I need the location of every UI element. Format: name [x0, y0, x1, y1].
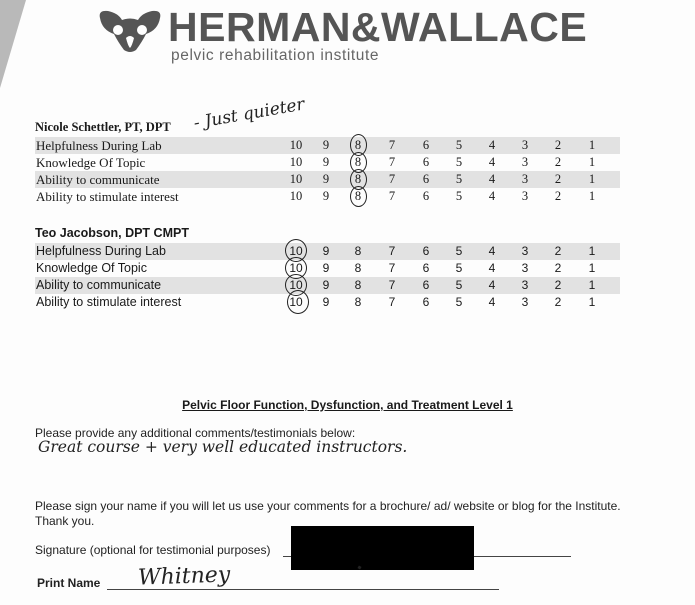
rating-option[interactable]: 7 [388, 261, 396, 275]
rating-option[interactable]: 9 [322, 244, 330, 258]
rating-option[interactable]: 3 [521, 189, 529, 203]
rating-option[interactable]: 1 [588, 278, 596, 292]
comments-response: Great course + very well educated instructors. [38, 438, 408, 456]
rating-option[interactable]: 4 [488, 295, 496, 309]
rating-row [35, 277, 620, 294]
rating-option[interactable]: 6 [422, 261, 430, 275]
rating-option[interactable]: 1 [588, 155, 596, 169]
rating-option[interactable]: 8 [354, 155, 362, 169]
rating-option[interactable]: 3 [521, 278, 529, 292]
criterion-label: Knowledge Of Topic [36, 261, 147, 275]
print-name-value: Whitney [137, 562, 231, 591]
rating-option[interactable]: 4 [488, 138, 496, 152]
rating-option[interactable]: 3 [521, 138, 529, 152]
rating-option[interactable]: 9 [322, 261, 330, 275]
rating-option[interactable]: 10 [289, 278, 303, 292]
rating-option[interactable]: 5 [455, 172, 463, 186]
rating-option[interactable]: 8 [354, 261, 362, 275]
rating-option[interactable]: 6 [422, 278, 430, 292]
rating-option[interactable]: 8 [354, 244, 362, 258]
rating-option[interactable]: 4 [488, 155, 496, 169]
rating-option[interactable]: 8 [354, 278, 362, 292]
rating-row [35, 137, 620, 154]
rating-option[interactable]: 10 [289, 189, 303, 203]
rating-option[interactable]: 4 [488, 261, 496, 275]
rating-option[interactable]: 8 [354, 172, 362, 186]
rating-option[interactable]: 7 [388, 244, 396, 258]
rating-option[interactable]: 3 [521, 244, 529, 258]
consent-thanks: Thank you. [35, 514, 95, 528]
rating-option[interactable]: 1 [588, 189, 596, 203]
rating-option[interactable]: 8 [354, 138, 362, 152]
rating-option[interactable]: 3 [521, 295, 529, 309]
criterion-label: Knowledge Of Topic [36, 155, 146, 170]
rating-option[interactable]: 10 [289, 261, 303, 275]
redacted-signature [291, 526, 474, 570]
rating-option[interactable]: 2 [554, 189, 562, 203]
rating-option[interactable]: 6 [422, 244, 430, 258]
print-name-label: Print Name [37, 576, 101, 590]
instructor-name: Teo Jacobson, DPT CMPT [35, 226, 189, 240]
rating-option[interactable]: 8 [354, 189, 362, 203]
rating-option[interactable]: 9 [322, 189, 330, 203]
rating-option[interactable]: 4 [488, 244, 496, 258]
rating-row [35, 154, 620, 171]
rating-row [35, 171, 620, 188]
rating-option[interactable]: 7 [388, 172, 396, 186]
criterion-label: Ability to stimulate interest [36, 189, 179, 204]
rating-option[interactable]: 1 [588, 244, 596, 258]
selected-rating-circle [350, 186, 367, 207]
criterion-label: Ability to stimulate interest [36, 295, 182, 309]
rating-option[interactable]: 5 [455, 155, 463, 169]
course-title: Pelvic Floor Function, Dysfunction, and Treatment Level 1 [182, 398, 513, 412]
rating-option[interactable]: 6 [422, 189, 430, 203]
rating-option[interactable]: 4 [488, 172, 496, 186]
rating-option[interactable]: 2 [554, 278, 562, 292]
rating-row [35, 188, 620, 205]
rating-option[interactable]: 5 [455, 261, 463, 275]
rating-option[interactable]: 3 [521, 261, 529, 275]
criterion-label: Ability to communicate [36, 172, 160, 187]
criterion-label: Helpfulness During Lab [36, 138, 162, 153]
rating-option[interactable]: 5 [455, 244, 463, 258]
rating-option[interactable]: 3 [521, 172, 529, 186]
rating-option[interactable]: 2 [554, 295, 562, 309]
rating-option[interactable]: 10 [289, 244, 303, 258]
rating-option[interactable]: 10 [289, 155, 303, 169]
rating-row [35, 294, 620, 311]
rating-option[interactable]: 2 [554, 155, 562, 169]
rating-option[interactable]: 5 [455, 189, 463, 203]
rating-option[interactable]: 4 [488, 278, 496, 292]
rating-option[interactable]: 5 [455, 278, 463, 292]
rating-option[interactable]: 1 [588, 295, 596, 309]
rating-option[interactable]: 9 [322, 172, 330, 186]
pelvis-logo-icon [96, 8, 164, 58]
rating-row [35, 243, 620, 260]
rating-option[interactable]: 7 [388, 278, 396, 292]
rating-option[interactable]: 10 [289, 172, 303, 186]
rating-option[interactable]: 9 [322, 295, 330, 309]
page-corner-fold [0, 0, 26, 88]
rating-option[interactable]: 7 [388, 295, 396, 309]
rating-option[interactable]: 2 [554, 172, 562, 186]
brand-wordmark: HERMAN&WALLACE [168, 4, 588, 50]
rating-option[interactable]: 4 [488, 189, 496, 203]
rating-row [35, 260, 620, 277]
consent-text: Please sign your name if you will let us use your comments for a brochure/ ad/ website or blog for the Institute. [35, 499, 621, 513]
signature-label: Signature (optional for testimonial purposes) [35, 543, 271, 557]
rating-option[interactable]: 10 [289, 138, 303, 152]
rating-option[interactable]: 10 [289, 295, 303, 309]
rating-option[interactable]: 2 [554, 244, 562, 258]
instructor-name: Nicole Schettler, PT, DPT [35, 120, 171, 134]
rating-option[interactable]: 7 [388, 189, 396, 203]
criterion-label: Helpfulness During Lab [36, 244, 166, 258]
rating-option[interactable]: 6 [422, 155, 430, 169]
rating-option[interactable]: 1 [588, 138, 596, 152]
selected-rating-circle [287, 290, 309, 314]
rating-option[interactable]: 2 [554, 261, 562, 275]
rating-option[interactable]: 7 [388, 138, 396, 152]
rating-option[interactable]: 6 [422, 295, 430, 309]
rating-option[interactable]: 6 [422, 138, 430, 152]
rating-option[interactable]: 5 [455, 138, 463, 152]
handwritten-note: - Just quieter [192, 94, 307, 134]
rating-option[interactable]: 7 [388, 155, 396, 169]
rating-option[interactable]: 9 [322, 278, 330, 292]
rating-option[interactable]: 1 [588, 172, 596, 186]
rating-option[interactable]: 3 [521, 155, 529, 169]
criterion-label: Ability to communicate [36, 278, 162, 292]
rating-option[interactable]: 9 [322, 155, 330, 169]
rating-option[interactable]: 8 [354, 295, 362, 309]
rating-option[interactable]: 9 [322, 138, 330, 152]
rating-option[interactable]: 2 [554, 138, 562, 152]
brand-tagline: pelvic rehabilitation institute [171, 47, 380, 64]
rating-option[interactable]: 6 [422, 172, 430, 186]
comments-prompt: Please provide any additional comments/testimonials below: [35, 426, 356, 440]
rating-option[interactable]: 5 [455, 295, 463, 309]
rating-option[interactable]: 1 [588, 261, 596, 275]
